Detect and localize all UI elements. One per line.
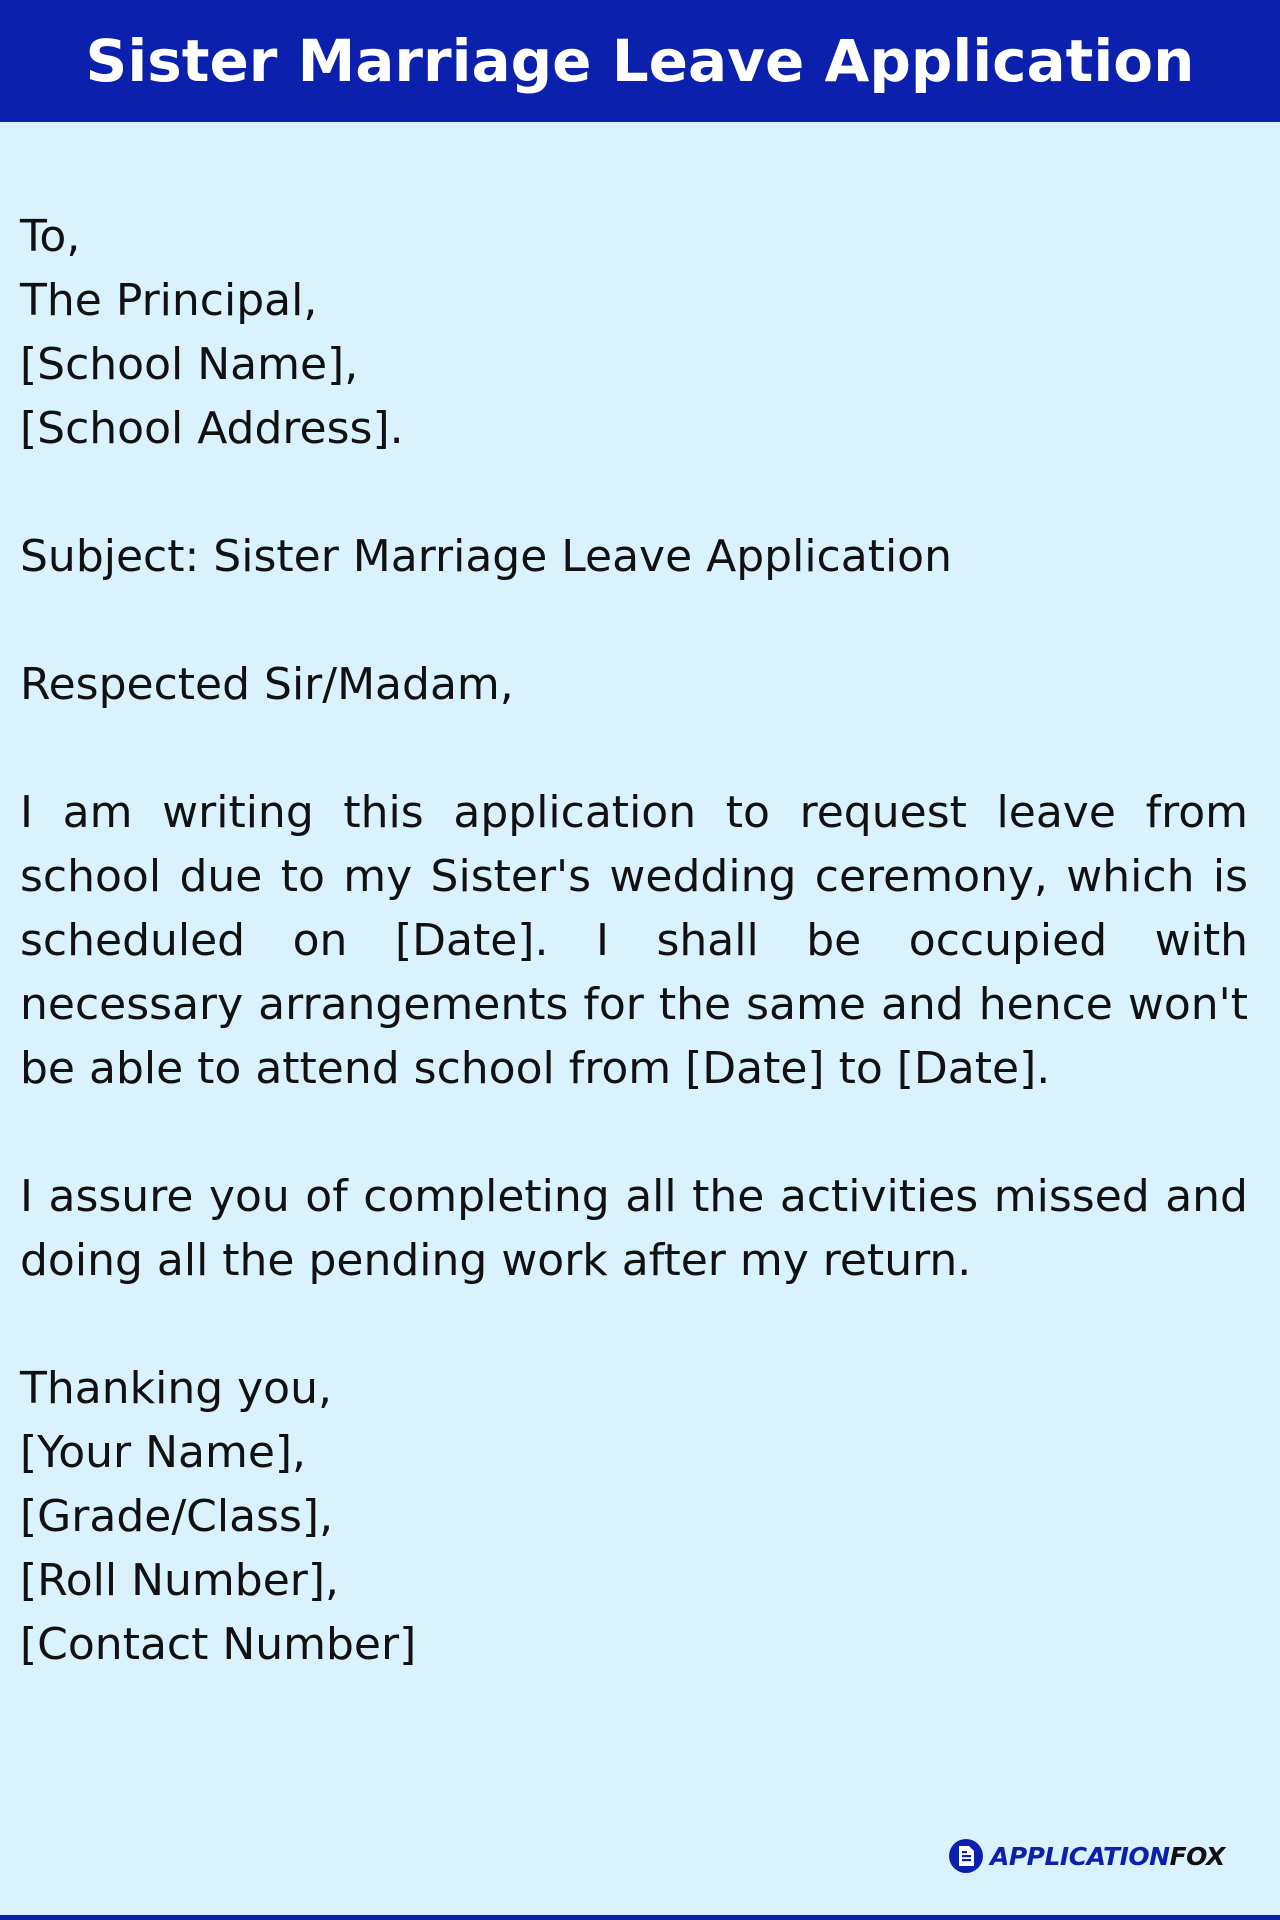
brand-name-part1: APPLICATION bbox=[990, 1841, 1170, 1871]
salutation-line: Respected Sir/Madam, bbox=[20, 659, 514, 710]
letter-body bbox=[20, 205, 1248, 1677]
brand-name-part2: FOX bbox=[1169, 1841, 1225, 1871]
document-icon bbox=[948, 1838, 984, 1874]
spacer bbox=[20, 461, 1248, 525]
school-address-line: [School Address]. bbox=[20, 403, 404, 454]
body-paragraph-2: I assure you of completing all the activities missed and doing all the pending work after my return. bbox=[20, 1171, 1248, 1286]
school-name-line: [School Name], bbox=[20, 339, 359, 390]
brand-logo bbox=[948, 1836, 1225, 1876]
spacer bbox=[20, 1293, 1248, 1357]
roll-number-line: [Roll Number], bbox=[20, 1555, 340, 1606]
header-bar bbox=[0, 0, 1280, 122]
body-paragraph-1: I am writing this application to request leave from school due to my Sister's wedding ceremony, which is scheduled on [Date]. I shall be occupied with necessary arrangements for the same and hence won't be able to attend school from [Date] to [Date]. bbox=[20, 787, 1248, 1094]
brand-name bbox=[990, 1842, 1225, 1871]
grade-line: [Grade/Class], bbox=[20, 1491, 334, 1542]
your-name-line: [Your Name], bbox=[20, 1427, 307, 1478]
spacer bbox=[20, 589, 1248, 653]
closing-line: Thanking you, bbox=[20, 1363, 332, 1414]
spacer bbox=[20, 1101, 1248, 1165]
bottom-border bbox=[0, 1915, 1280, 1920]
contact-line: [Contact Number] bbox=[20, 1619, 417, 1670]
spacer bbox=[20, 717, 1248, 781]
to-line: To, bbox=[20, 211, 81, 262]
page-title: Sister Marriage Leave Application bbox=[85, 27, 1195, 95]
subject-line: Subject: Sister Marriage Leave Application bbox=[20, 531, 952, 582]
recipient-line: The Principal, bbox=[20, 275, 318, 326]
